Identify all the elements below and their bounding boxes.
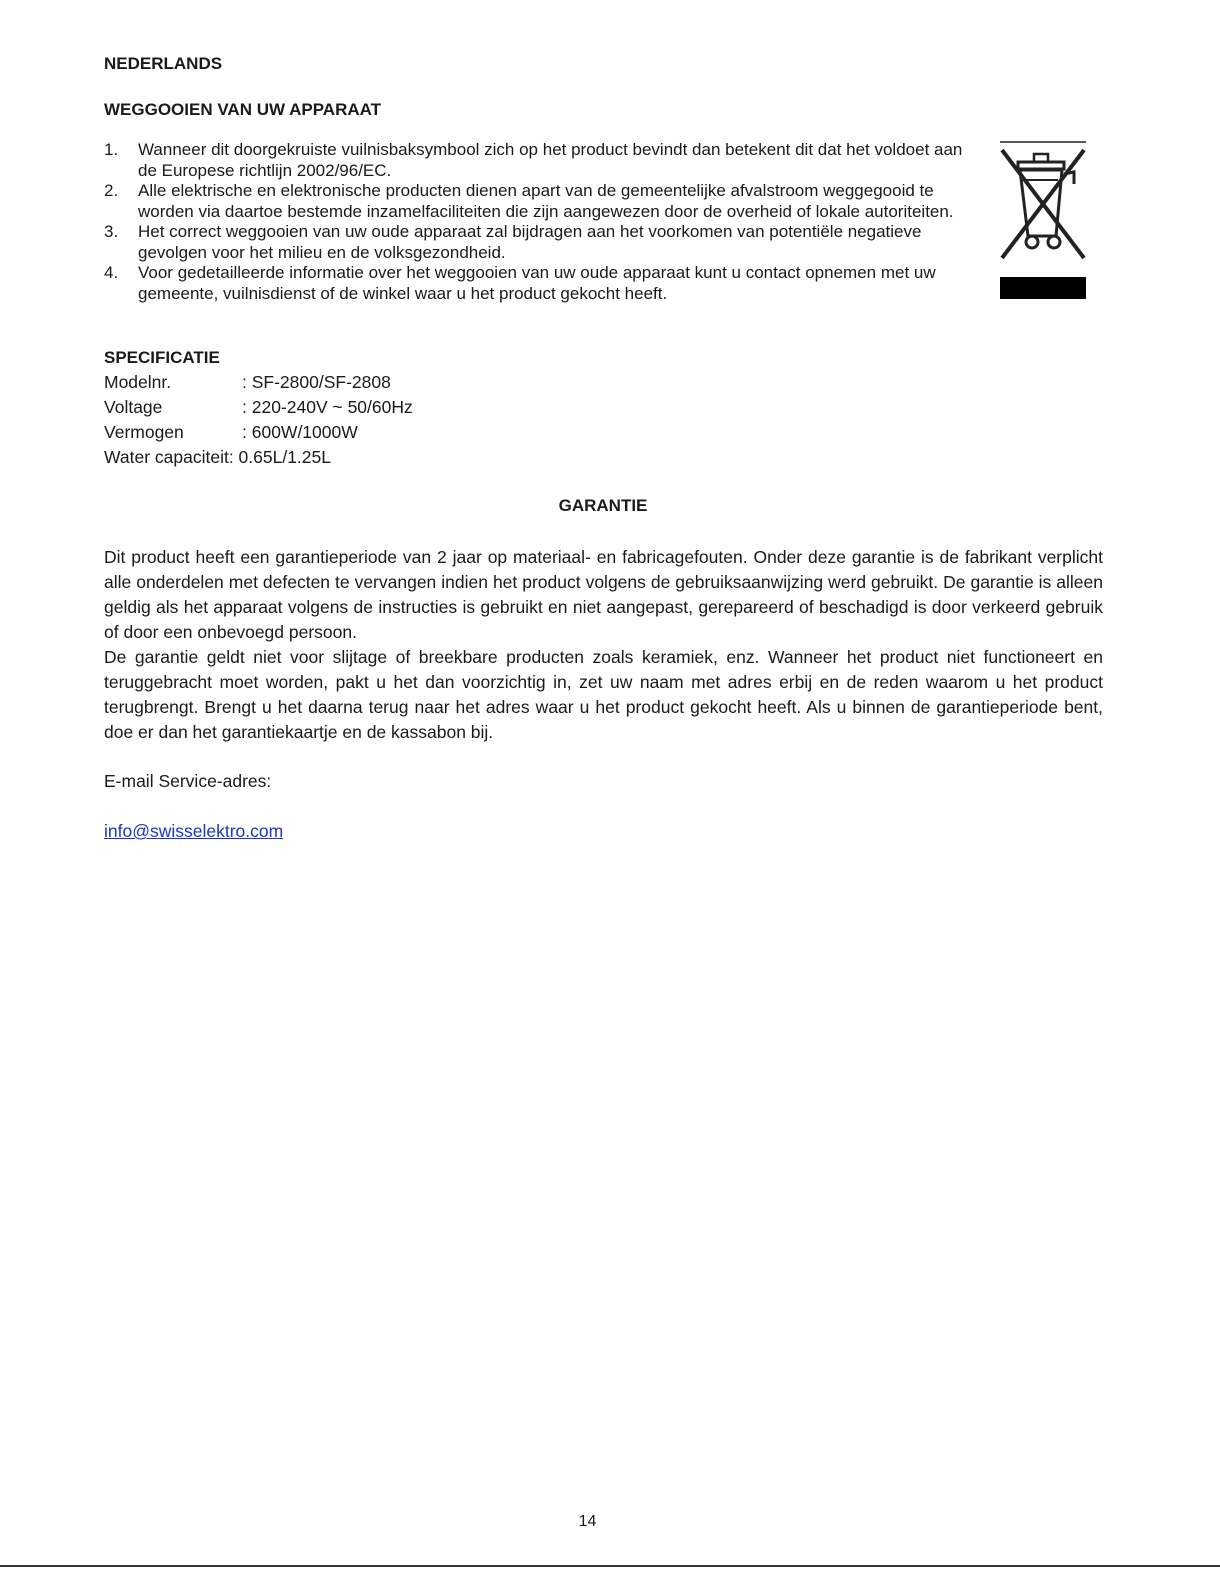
spec-value: : 600W/1000W bbox=[242, 422, 358, 442]
crossed-out-wheelie-bin-icon bbox=[996, 140, 1088, 305]
language-heading: NEDERLANDS bbox=[104, 54, 223, 73]
spec-row-power bbox=[104, 420, 413, 445]
list-item-text: Voor gedetailleerde informatie over het weggooien van uw oude apparaat kunt u contact opnemen met uw gemeente, vuilnisdienst of de winkel waar u het product gekocht heeft. bbox=[138, 263, 936, 303]
list-item-text: Wanneer dit doorgekruiste vuilnisbaksymbool zich op het product bevindt dan betekent dit dat het voldoet aan de Europese richtlijn 2002/96/EC. bbox=[138, 140, 963, 180]
disposal-section-title: WEGGOOIEN VAN UW APPARAAT bbox=[104, 100, 382, 119]
disposal-list bbox=[104, 140, 974, 304]
spec-row-voltage bbox=[104, 395, 413, 420]
garantie-paragraph: De garantie geldt niet voor slijtage of breekbare producten zoals keramiek, enz. Wanneer het product niet functioneert en teruggebracht moet worden, pakt u het dan voorzichtig in, zet uw naam met adres erbij en de reden waarom u het product terugbrengt. Brengt u het daarna terug naar het adres waar u het product gekocht heeft. Als u binnen de garantieperiode bent, doe er dan het garantiekaartje en de kassabon bij. bbox=[104, 647, 1103, 742]
specificatie-title: SPECIFICATIE bbox=[104, 348, 220, 367]
list-item bbox=[104, 181, 974, 222]
spec-row-model bbox=[104, 370, 413, 395]
garantie-body bbox=[104, 545, 1103, 745]
list-item-number: 1. bbox=[104, 140, 119, 159]
email-service-label: E-mail Service-adres: bbox=[104, 771, 272, 791]
bottom-divider bbox=[0, 1565, 1220, 1567]
spec-row-water-capacity bbox=[104, 445, 413, 470]
garantie-title: GARANTIE bbox=[558, 496, 648, 515]
spec-value: : SF-2800/SF-2808 bbox=[242, 372, 391, 392]
list-item bbox=[104, 140, 974, 181]
email-link[interactable]: info@swisselektro.com bbox=[104, 821, 284, 841]
spec-label: Voltage bbox=[104, 397, 163, 417]
list-item bbox=[104, 263, 974, 304]
page-number: 14 bbox=[578, 1513, 597, 1530]
garantie-paragraph: Dit product heeft een garantieperiode van 2 jaar op materiaal- en fabricagefouten. Onder deze garantie is de fabrikant verplicht alle onderdelen met defecten te vervangen indien het product volgens de gebruiksaanwijzing werd gebruikt. De garantie is alleen geldig als het apparaat volgens de instructies is gebruikt en niet aangepast, gerepareerd of beschadigd is door verkeerd gebruik of door een onbevoegd persoon. bbox=[104, 547, 1103, 642]
spec-value: 0.65L/1.25L bbox=[233, 447, 331, 467]
list-item-number: 4. bbox=[104, 263, 119, 282]
spec-label: Water capaciteit: bbox=[104, 447, 234, 467]
specification-table bbox=[104, 370, 413, 470]
list-item-text: Het correct weggooien van uw oude apparaat zal bijdragen aan het voorkomen van potentiële negatieve gevolgen voor het milieu en de volksgezondheid. bbox=[138, 222, 922, 262]
list-item-number: 2. bbox=[104, 181, 119, 200]
spec-label: Modelnr. bbox=[104, 372, 172, 392]
list-item bbox=[104, 222, 974, 263]
list-item-number: 3. bbox=[104, 222, 119, 241]
spec-value: : 220-240V ~ 50/60Hz bbox=[242, 397, 413, 417]
list-item-text: Alle elektrische en elektronische producten dienen apart van de gemeentelijke afvalstroom weggegooid te worden via daartoe bestemde inzamelfaciliteiten die zijn aangewezen door de overheid of lokale autoriteiten. bbox=[138, 181, 954, 221]
spec-label: Vermogen bbox=[104, 422, 184, 442]
